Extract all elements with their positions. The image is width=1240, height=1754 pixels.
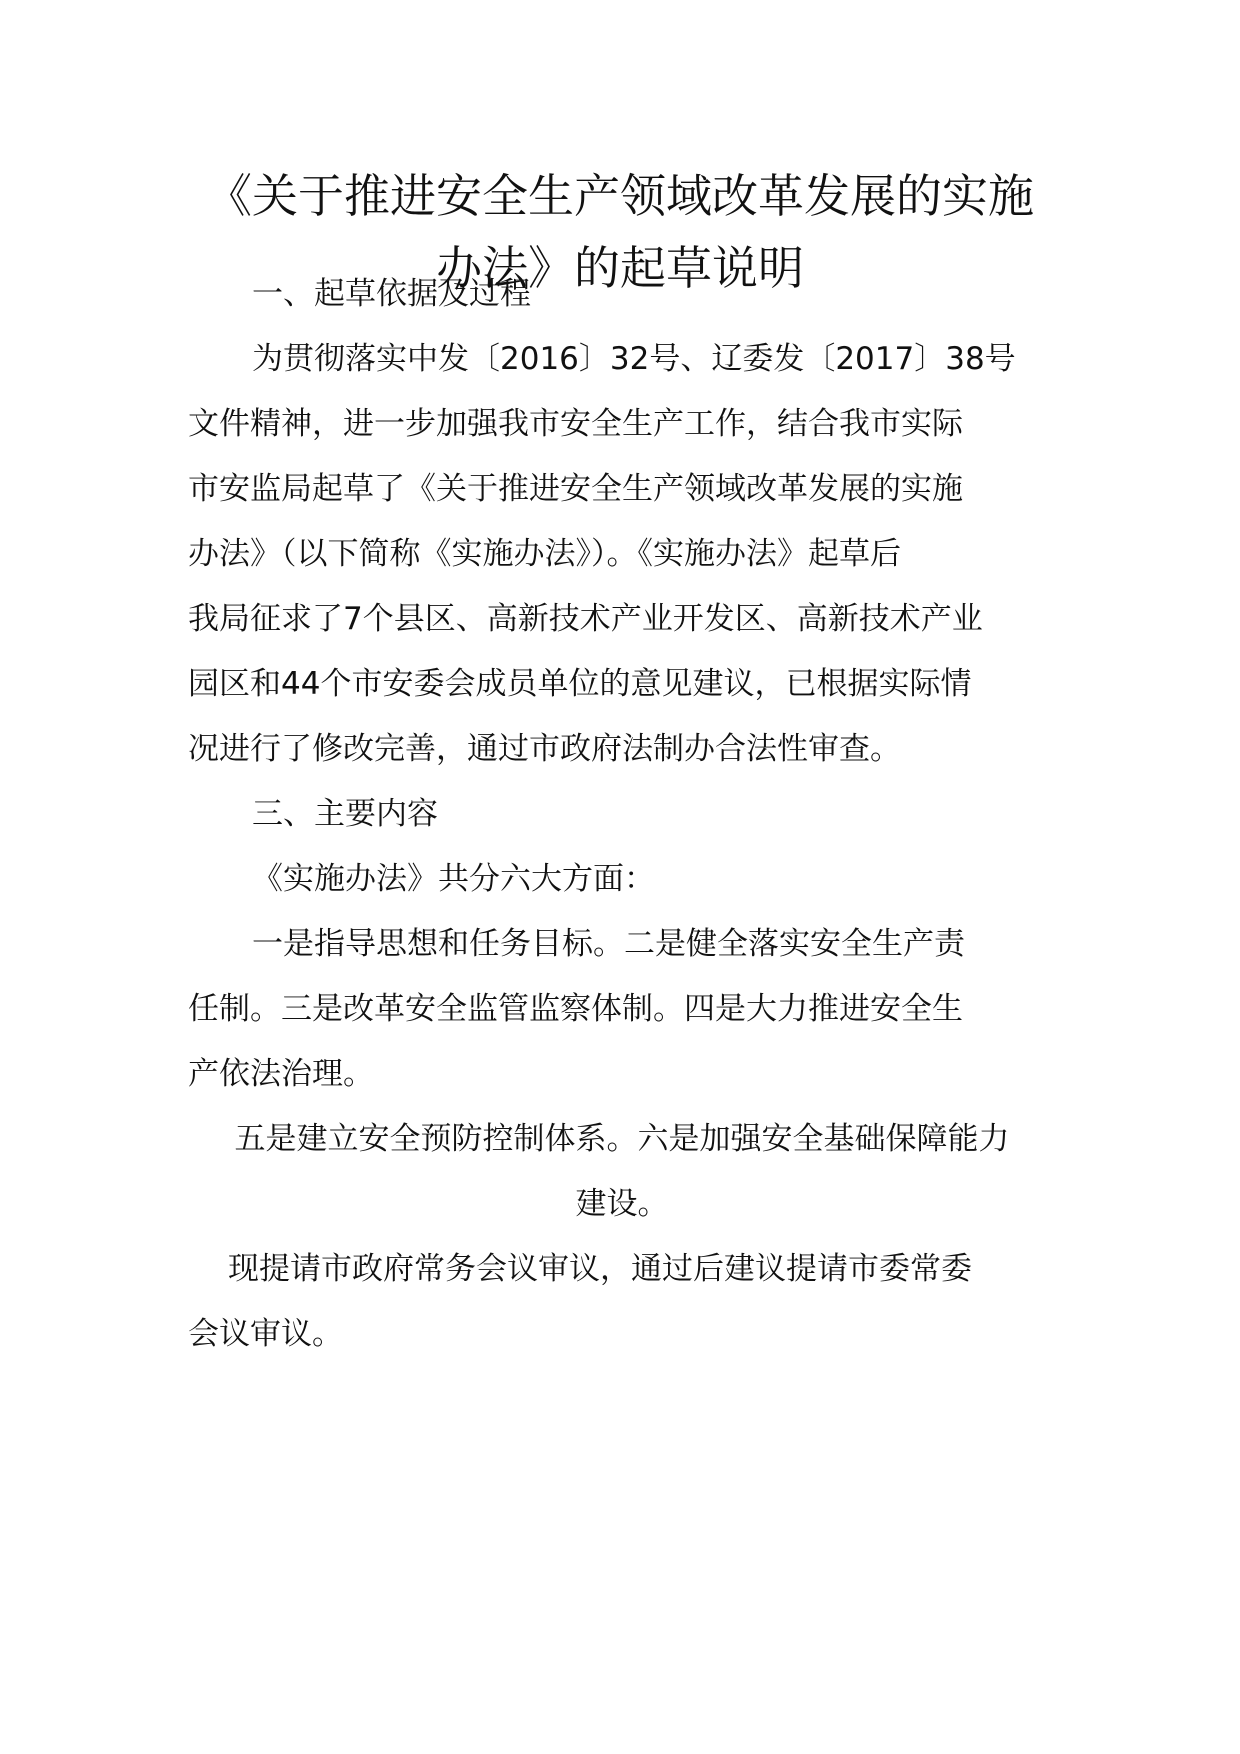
paragraph-line: 一是指导思想和任务目标。二是健全落实安全生产责 bbox=[252, 926, 965, 962]
paragraph-line: 文件精神，进一步加强我市安全生产工作，结合我市实际 bbox=[188, 406, 963, 442]
centered-line: 建设。 bbox=[575, 1186, 669, 1222]
paragraph-line: 我局征求了7个县区、高新技术产业开发区、高新技术产业 bbox=[188, 601, 983, 637]
paragraph-line: 为贯彻落实中发〔2016〕32号、辽委发〔2017〕38号 bbox=[252, 341, 1016, 377]
title-line-2: 办法》的起草说明 bbox=[436, 241, 804, 295]
paragraph-line: 办法》（以下简称《实施办法》）。《实施办法》起草后 bbox=[188, 536, 901, 572]
paragraph-line: 况进行了修改完善，通过市政府法制办合法性审查。 bbox=[188, 731, 901, 767]
closing-line: 现提请市政府常务会议审议，通过后建议提请市委常委 bbox=[228, 1251, 972, 1287]
paragraph-line: 任制。三是改革安全监管监察体制。四是大力推进安全生 bbox=[188, 991, 963, 1027]
paragraph-line: 产依法治理。 bbox=[188, 1056, 374, 1092]
section-intro: 《实施办法》共分六大方面： bbox=[252, 861, 655, 897]
paragraph-line: 市安监局起草了《关于推进安全生产领域改革发展的实施 bbox=[188, 471, 963, 507]
centered-line: 五是建立安全预防控制体系。六是加强安全基础保障能力 bbox=[234, 1121, 1010, 1157]
title-line-1: 《关于推进安全生产领域改革发展的实施 bbox=[206, 169, 1034, 223]
section-heading-3: 三、主要内容 bbox=[252, 796, 438, 832]
paragraph-line: 园区和44个市安委会成员单位的意见建议，已根据实际情 bbox=[188, 666, 972, 702]
closing-line: 会议审议。 bbox=[188, 1316, 343, 1352]
section-heading-1: 一、起草依据及过程 bbox=[252, 276, 531, 312]
document-body bbox=[188, 262, 1056, 1367]
